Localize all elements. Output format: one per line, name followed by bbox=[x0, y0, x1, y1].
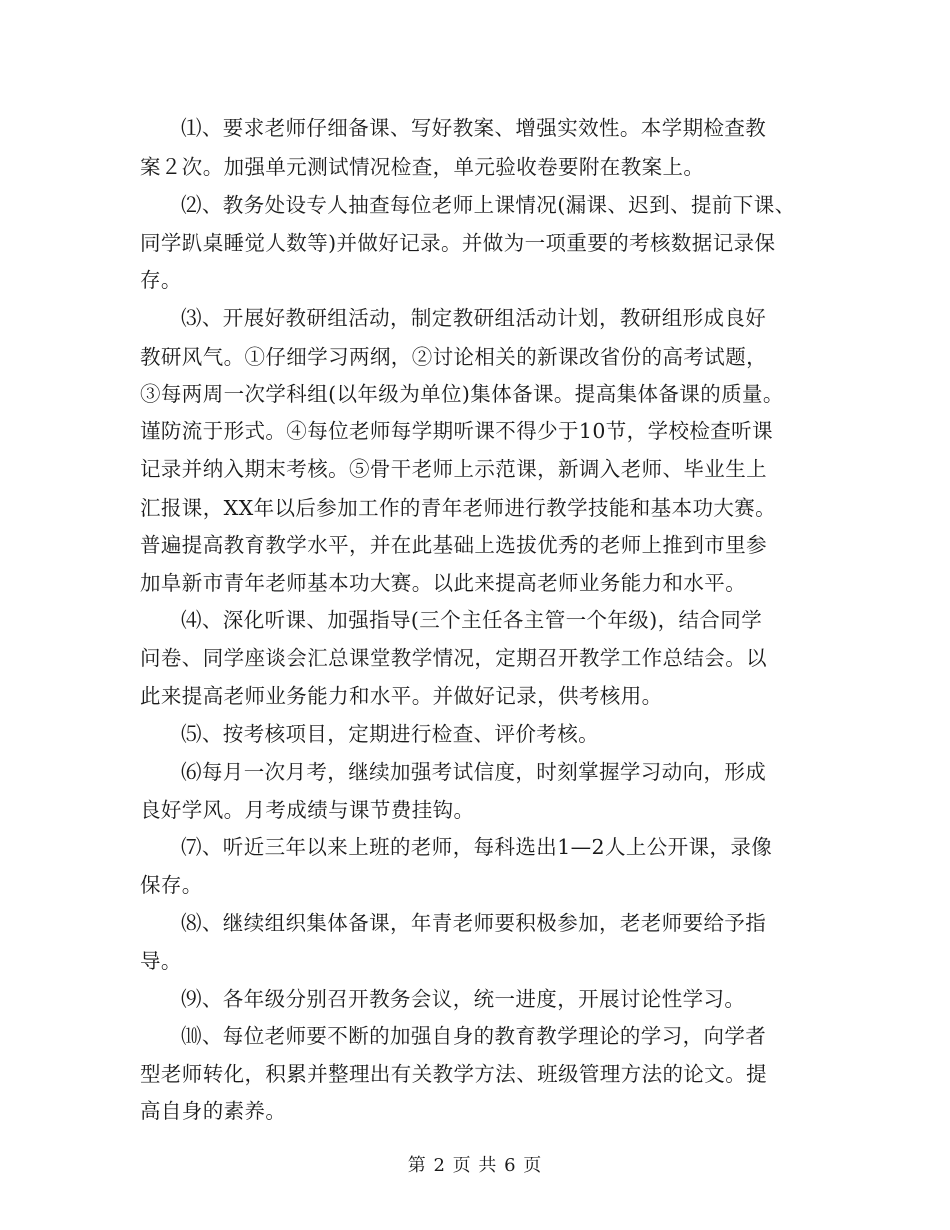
paragraph-10-line-1: ⑽、每位老师要不断的加强自身的教育教学理论的学习，向学者 bbox=[181, 1024, 767, 1048]
paragraph-2-line-1: ⑵、教务处设专人抽查每位老师上课情况(漏课、迟到、提前下课、 bbox=[181, 193, 796, 217]
paragraph-3-line-2: 教研风气。①仔细学习两纲，②讨论相关的新课改省份的高考试题， bbox=[140, 345, 767, 369]
paragraph-3-line-8: 加阜新市青年老师基本功大赛。以此来提高老师业务能力和水平。 bbox=[140, 571, 747, 595]
paragraph-9-line-1: ⑼、各年级分别召开教务会议，统一进度，开展讨论性学习。 bbox=[181, 987, 746, 1011]
paragraph-5-line-1: ⑸、按考核项目，定期进行检查、评价考核。 bbox=[181, 722, 599, 746]
paragraph-1-line-2: 案２次。加强单元测试情况检查，单元验收卷要附在教案上。 bbox=[140, 155, 705, 179]
paragraph-8-line-1: ⑻、继续组织集体备课，年青老师要积极参加，老老师要给予指 bbox=[181, 911, 767, 935]
paragraph-2-line-3: 存。 bbox=[140, 268, 182, 292]
paragraph-3-line-3: ③每两周一次学科组(以年级为单位)集体备课。提高集体备课的质量。 bbox=[140, 382, 784, 406]
paragraph-7-line-1: ⑺、听近三年以来上班的老师，每科选出1—2人上公开课，录像 bbox=[181, 835, 773, 859]
paragraph-7-line-2: 保存。 bbox=[140, 873, 203, 897]
paragraph-10-line-3: 高自身的素养。 bbox=[140, 1099, 287, 1123]
paragraph-3-line-7: 普遍提高教育教学水平，并在此基础上选拔优秀的老师上推到市里参 bbox=[140, 533, 767, 557]
page-number-footer: 第 2 页 共 6 页 bbox=[407, 1155, 543, 1176]
paragraph-6-line-1: ⑹每月一次月考，继续加强考试信度，时刻掌握学习动向，形成 bbox=[181, 760, 767, 784]
paragraph-8-line-2: 导。 bbox=[140, 949, 182, 973]
paragraph-3-line-4: 谨防流于形式。④每位老师每学期听课不得少于10节，学校检查听课 bbox=[140, 419, 773, 443]
paragraph-2-line-2: 同学趴桌睡觉人数等)并做好记录。并做为一项重要的考核数据记录保 bbox=[140, 231, 776, 255]
paragraph-3-line-5: 记录并纳入期末考核。⑤骨干老师上示范课，新调入老师、毕业生上 bbox=[140, 457, 767, 481]
paragraph-1-line-1: ⑴、要求老师仔细备课、写好教案、增强实效性。本学期检查教 bbox=[181, 116, 767, 140]
paragraph-4-line-1: ⑷、深化听课、加强指导(三个主任各主管一个年级)，结合同学 bbox=[181, 608, 763, 632]
paragraph-3-line-1: ⑶、开展好教研组活动，制定教研组活动计划，教研组形成良好 bbox=[181, 306, 767, 330]
paragraph-6-line-2: 良好学风。月考成绩与课节费挂钩。 bbox=[140, 798, 475, 822]
paragraph-4-line-3: 此来提高老师业务能力和水平。并做好记录，供考核用。 bbox=[140, 684, 663, 708]
paragraph-4-line-2: 问卷、同学座谈会汇总课堂教学情况，定期召开教学工作总结会。以 bbox=[140, 646, 767, 670]
paragraph-10-line-2: 型老师转化，积累并整理出有关教学方法、班级管理方法的论文。提 bbox=[140, 1062, 767, 1086]
paragraph-3-line-6: 汇报课，XX年以后参加工作的青年老师进行教学技能和基本功大赛。 bbox=[140, 496, 777, 520]
